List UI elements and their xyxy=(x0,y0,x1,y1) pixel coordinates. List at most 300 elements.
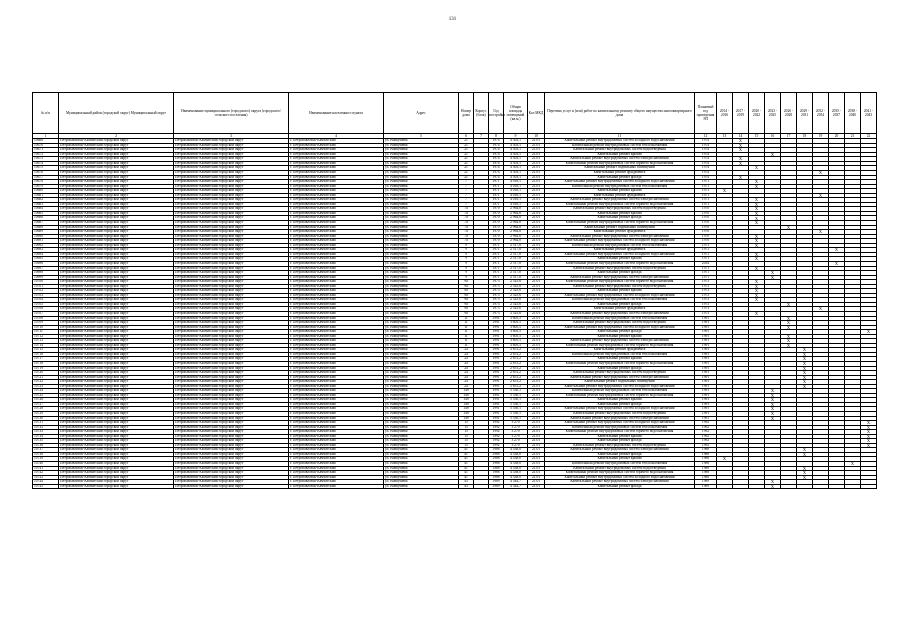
cell-plan: 1974 xyxy=(695,139,717,144)
cell-n: 10672 xyxy=(33,152,59,157)
cell-n: 10711 xyxy=(33,330,59,335)
cell-mkd: 21.01 xyxy=(528,207,545,212)
cell-mkd: 21.01 xyxy=(528,302,545,307)
cell-house: 24 xyxy=(459,352,474,357)
cell-district: Петропавловск-Камчатский городской округ xyxy=(59,275,174,280)
cell-locality: г. Петропавловск-Камчатский xyxy=(289,412,384,417)
cell-year: 1974 xyxy=(489,175,504,180)
cell-work: Капитальный ремонт внутридомовых систем холодного водоснабжения xyxy=(545,139,695,144)
cell-mkd: 21.01 xyxy=(528,375,545,380)
cell-year: 1971 xyxy=(489,275,504,280)
column-number: 12 xyxy=(695,134,717,139)
cell-locality: г. Петропавловск-Камчатский xyxy=(289,448,384,453)
cell-plan: 1991 xyxy=(695,416,717,421)
cell-municipality: Петропавловск-Камчатский городской округ xyxy=(174,139,289,144)
cell-period-9: X xyxy=(861,421,877,426)
cell-municipality: Петропавловск-Камчатский городской округ xyxy=(174,330,289,335)
cell-district: Петропавловск-Камчатский городской округ xyxy=(59,139,174,144)
cell-year: 1971 xyxy=(489,202,504,207)
cell-municipality: Петропавловск-Камчатский городской округ xyxy=(174,430,289,435)
cell-n: 10700 xyxy=(33,280,59,285)
cell-mkd: 21.01 xyxy=(528,366,545,371)
cell-year: 1991 xyxy=(489,384,504,389)
cell-mkd: 21.01 xyxy=(528,402,545,407)
cell-district: Петропавловск-Камчатский городской округ xyxy=(59,375,174,380)
cell-municipality: Петропавловск-Камчатский городской округ xyxy=(174,271,289,276)
cell-street: ул. Войцешека xyxy=(384,275,459,280)
cell-period-4: X xyxy=(781,339,797,344)
cell-year: 1971 xyxy=(489,193,504,198)
cell-n: 10707 xyxy=(33,311,59,316)
cell-plan: 1989 xyxy=(695,480,717,485)
cell-house: 7а xyxy=(459,207,474,212)
cell-area: 2 964,8 xyxy=(504,216,528,221)
cell-mkd: 21.01 xyxy=(528,211,545,216)
cell-municipality: Петропавловск-Камчатский городской округ xyxy=(174,257,289,262)
cell-street: ул. Войцешека xyxy=(384,375,459,380)
cell-area: 2 851,2 xyxy=(504,352,528,357)
cell-street: ул. Войцешека xyxy=(384,189,459,194)
cell-house: 7 xyxy=(459,189,474,194)
cell-street: ул. Войцешека xyxy=(384,361,459,366)
cell-municipality: Петропавловск-Камчатский городской округ xyxy=(174,448,289,453)
cell-district: Петропавловск-Камчатский городской округ xyxy=(59,361,174,366)
cell-area: 2 964,8 xyxy=(504,225,528,230)
cell-locality: г. Петропавловск-Камчатский xyxy=(289,284,384,289)
cell-work: Капитальный ремонт крыши xyxy=(545,357,695,362)
cell-year: 1989 xyxy=(489,480,504,485)
cell-area: 4 338,0 xyxy=(504,466,528,471)
cell-mkd: 21.01 xyxy=(528,171,545,176)
cell-area: 4 338,0 xyxy=(504,471,528,476)
cell-mkd: 21.01 xyxy=(528,480,545,485)
cell-area: 4 303,1 xyxy=(504,139,528,144)
cell-locality: г. Петропавловск-Камчатский xyxy=(289,221,384,226)
cell-work: Капитальный ремонт внутридомовых систем водоотведения xyxy=(545,148,695,153)
cell-district: Петропавловск-Камчатский городской округ xyxy=(59,293,174,298)
cell-n: 10720 xyxy=(33,371,59,376)
cell-district: Петропавловск-Камчатский городской округ xyxy=(59,211,174,216)
cell-house: 14б xyxy=(459,416,474,421)
cell-work: Капитальный ремонт внутридомовых систем холодного водоснабжения xyxy=(545,293,695,298)
cell-year: 1971 xyxy=(489,189,504,194)
cell-plan: 1992 xyxy=(695,434,717,439)
cell-house: 7 xyxy=(459,193,474,198)
cell-plan: 1973 xyxy=(695,311,717,316)
cell-street: ул. Войцешека xyxy=(384,225,459,230)
cell-locality: г. Петропавловск-Камчатский xyxy=(289,198,384,203)
cell-period-4: X xyxy=(781,325,797,330)
cell-house: 9 xyxy=(459,257,474,262)
cell-area: 2 851,2 xyxy=(504,348,528,353)
cell-area: 3 270 xyxy=(504,421,528,426)
cell-year: 1991 xyxy=(489,352,504,357)
cell-plan: 1988 xyxy=(695,457,717,462)
cell-plan: 1991 xyxy=(695,398,717,403)
cell-mkd: 21.01 xyxy=(528,339,545,344)
cell-locality: г. Петропавловск-Камчатский xyxy=(289,161,384,166)
cell-area: 2 964,8 xyxy=(504,221,528,226)
column-header: Наименование населенного пункта xyxy=(289,93,384,134)
cell-work: Капитальный ремонт внутридомовых систем теплоснабжения xyxy=(545,389,695,394)
column-number: 9 xyxy=(504,134,528,139)
cell-area: 5 530,1 xyxy=(504,412,528,417)
column-header: Плановый год проведения ЭП xyxy=(695,93,717,134)
cell-house: 9а xyxy=(459,280,474,285)
cell-work: Капитальный ремонт внутридомовых систем горячего водоснабжения xyxy=(545,430,695,435)
cell-house: 9а xyxy=(459,284,474,289)
cell-plan: 1991 xyxy=(695,366,717,371)
cell-house: 15 xyxy=(459,425,474,430)
cell-district: Петропавловск-Камчатский городской округ xyxy=(59,416,174,421)
cell-period-5 xyxy=(797,484,813,489)
cell-period-2: X xyxy=(749,211,765,216)
cell-municipality: Петропавловск-Камчатский городской округ xyxy=(174,148,289,153)
cell-work: Капитальный ремонт внутридомовых систем водоотведения xyxy=(545,207,695,212)
cell-house: 15 xyxy=(459,430,474,435)
cell-municipality: Петропавловск-Камчатский городской округ xyxy=(174,157,289,162)
cell-area: 2 851,2 xyxy=(504,375,528,380)
cell-locality: г. Петропавловск-Камчатский xyxy=(289,330,384,335)
cell-mkd: 21.01 xyxy=(528,389,545,394)
cell-street: ул. Войцешека xyxy=(384,284,459,289)
column-number: 7 xyxy=(474,134,489,139)
cell-work: Капитальный ремонт внутридомовых систем теплоснабжения xyxy=(545,184,695,189)
cell-work: Капитальный ремонт подвальных помещений xyxy=(545,380,695,385)
cell-municipality: Петропавловск-Камчатский городской округ xyxy=(174,316,289,321)
cell-n: 10731 xyxy=(33,421,59,426)
cell-area: 2 851,2 xyxy=(504,384,528,389)
cell-locality: г. Петропавловск-Камчатский xyxy=(289,439,384,444)
cell-street: ул. Войцешека xyxy=(384,348,459,353)
cell-year: 1973 xyxy=(489,302,504,307)
cell-plan: 1971 xyxy=(695,202,717,207)
cell-mkd: 21.01 xyxy=(528,421,545,426)
cell-municipality: Петропавловск-Камчатский городской округ xyxy=(174,289,289,294)
cell-locality: г. Петропавловск-Камчатский xyxy=(289,475,384,480)
cell-plan: 1974 xyxy=(695,175,717,180)
cell-street: ул. Войцешека xyxy=(384,180,459,185)
cell-district: Петропавловск-Камчатский городской округ xyxy=(59,425,174,430)
cell-period-5: X xyxy=(797,452,813,457)
cell-municipality: Петропавловск-Камчатский городской округ xyxy=(174,261,289,266)
cell-district: Петропавловск-Камчатский городской округ xyxy=(59,462,174,467)
cell-plan: 1971 xyxy=(695,266,717,271)
cell-work: Капитальный ремонт внутридомовых систем горячего водоснабжения xyxy=(545,343,695,348)
cell-area: 5 530,1 xyxy=(504,389,528,394)
cell-period-2: X xyxy=(749,166,765,171)
cell-locality: г. Петропавловск-Камчатский xyxy=(289,157,384,162)
capital-repair-table-container xyxy=(32,92,876,489)
cell-street: ул. Войцешека xyxy=(384,252,459,257)
cell-period-2: X xyxy=(749,198,765,203)
cell-year: 1971 xyxy=(489,261,504,266)
cell-area: 3 605,5 xyxy=(504,339,528,344)
cell-street: ул. Войцешека xyxy=(384,175,459,180)
cell-year: 1970 xyxy=(489,239,504,244)
cell-n: 10734 xyxy=(33,434,59,439)
cell-municipality: Петропавловск-Камчатский городской округ xyxy=(174,412,289,417)
table-body xyxy=(33,139,877,489)
cell-area: 2 525,6 xyxy=(504,298,528,303)
cell-period-5: X xyxy=(797,384,813,389)
cell-area: 4 344,7 xyxy=(504,484,528,489)
cell-locality: г. Петропавловск-Камчатский xyxy=(289,148,384,153)
cell-plan: 1971 xyxy=(695,193,717,198)
cell-n: 10703 xyxy=(33,293,59,298)
cell-period-3: X xyxy=(765,398,781,403)
cell-municipality: Петропавловск-Камчатский городской округ xyxy=(174,248,289,253)
cell-mkd: 21.01 xyxy=(528,412,545,417)
cell-locality: г. Петропавловск-Камчатский xyxy=(289,207,384,212)
cell-year: 1992 xyxy=(489,443,504,448)
column-header: № п/п xyxy=(33,93,59,134)
cell-house: 7а xyxy=(459,239,474,244)
cell-n: 10706 xyxy=(33,307,59,312)
column-header: Кол МКД xyxy=(528,93,545,134)
cell-district: Петропавловск-Камчатский городской округ xyxy=(59,348,174,353)
cell-house: 24 xyxy=(459,371,474,376)
cell-district: Петропавловск-Камчатский городской округ xyxy=(59,216,174,221)
cell-locality: г. Петропавловск-Камчатский xyxy=(289,302,384,307)
cell-house: 7 xyxy=(459,202,474,207)
cell-locality: г. Петропавловск-Камчатский xyxy=(289,216,384,221)
cell-area: 2 525,6 xyxy=(504,302,528,307)
cell-mkd: 21.01 xyxy=(528,139,545,144)
cell-n: 10693 xyxy=(33,248,59,253)
cell-street: ул. Войцешека xyxy=(384,139,459,144)
cell-street: ул. Войцешека xyxy=(384,457,459,462)
cell-n: 10680 xyxy=(33,189,59,194)
cell-area: 2 851,2 xyxy=(504,380,528,385)
cell-work: Капитальный ремонт внутридомовых систем электроснабжения xyxy=(545,234,695,239)
cell-period-5: X xyxy=(797,475,813,480)
cell-n: 10719 xyxy=(33,366,59,371)
cell-mkd: 21.01 xyxy=(528,439,545,444)
cell-work: Капитальный ремонт внутридомовых систем водоотведения xyxy=(545,266,695,271)
cell-period-2: X xyxy=(749,284,765,289)
column-header: 2041 - 2043 xyxy=(861,93,877,134)
cell-house: 9а xyxy=(459,302,474,307)
cell-plan: 1991 xyxy=(695,402,717,407)
cell-locality: г. Петропавловск-Камчатский xyxy=(289,139,384,144)
cell-period-2: X xyxy=(749,311,765,316)
cell-n: 10723 xyxy=(33,384,59,389)
cell-mkd: 21.01 xyxy=(528,380,545,385)
cell-area: 3 270 xyxy=(504,430,528,435)
cell-n: 10701 xyxy=(33,284,59,289)
cell-locality: г. Петропавловск-Камчатский xyxy=(289,380,384,385)
cell-street: ул. Войцешека xyxy=(384,171,459,176)
cell-street: ул. Войцешека xyxy=(384,393,459,398)
cell-year: 1974 xyxy=(489,171,504,176)
cell-period-3: X xyxy=(765,402,781,407)
cell-district: Петропавловск-Камчатский городской округ xyxy=(59,230,174,235)
cell-work: Капитальный ремонт крыши xyxy=(545,257,695,262)
cell-period-3: X xyxy=(765,393,781,398)
cell-mkd: 21.01 xyxy=(528,261,545,266)
cell-municipality: Петропавловск-Камчатский городской округ xyxy=(174,398,289,403)
cell-plan: 1974 xyxy=(695,148,717,153)
cell-period-8 xyxy=(845,484,861,489)
cell-area: 3 605,5 xyxy=(504,330,528,335)
cell-locality: г. Петропавловск-Камчатский xyxy=(289,271,384,276)
cell-plan: 1973 xyxy=(695,289,717,294)
cell-plan: 1991 xyxy=(695,339,717,344)
cell-house: 7а xyxy=(459,234,474,239)
column-header: 2038 - 2040 xyxy=(845,93,861,134)
cell-municipality: Петропавловск-Камчатский городской округ xyxy=(174,202,289,207)
cell-street: ул. Войцешека xyxy=(384,234,459,239)
cell-mkd: 21.01 xyxy=(528,434,545,439)
cell-mkd: 21.01 xyxy=(528,193,545,198)
cell-work: Капитальный ремонт внутридомовых систем электроснабжения xyxy=(545,198,695,203)
cell-municipality: Петропавловск-Камчатский городской округ xyxy=(174,161,289,166)
cell-district: Петропавловск-Камчатский городской округ xyxy=(59,289,174,294)
cell-work: Капитальный ремонт внутридомовых систем водоотведения xyxy=(545,412,695,417)
column-number: 18 xyxy=(797,134,813,139)
cell-house: 24 xyxy=(459,361,474,366)
cell-district: Петропавловск-Камчатский городской округ xyxy=(59,207,174,212)
cell-period-2: X xyxy=(749,202,765,207)
cell-n: 10674 xyxy=(33,161,59,166)
cell-period-3: X xyxy=(765,275,781,280)
cell-district: Петропавловск-Камчатский городской округ xyxy=(59,239,174,244)
cell-n: 10694 xyxy=(33,252,59,257)
cell-locality: г. Петропавловск-Камчатский xyxy=(289,261,384,266)
cell-work: Капитальный ремонт внутридомовых систем горячего водоснабжения xyxy=(545,280,695,285)
cell-locality: г. Петропавловск-Камчатский xyxy=(289,430,384,435)
cell-municipality: Петропавловск-Камчатский городской округ xyxy=(174,425,289,430)
cell-mkd: 21.01 xyxy=(528,425,545,430)
cell-house: 9а xyxy=(459,311,474,316)
cell-municipality: Петропавловск-Камчатский городской округ xyxy=(174,371,289,376)
cell-municipality: Петропавловск-Камчатский городской округ xyxy=(174,357,289,362)
cell-house: 15 xyxy=(459,434,474,439)
cell-locality: г. Петропавловск-Камчатский xyxy=(289,443,384,448)
cell-street: ул. Войцешека xyxy=(384,207,459,212)
cell-plan: 1988 xyxy=(695,475,717,480)
cell-period-9: X xyxy=(861,434,877,439)
cell-period-4 xyxy=(781,484,797,489)
cell-district: Петропавловск-Камчатский городской округ xyxy=(59,166,174,171)
cell-locality: г. Петропавловск-Камчатский xyxy=(289,425,384,430)
cell-mkd: 21.01 xyxy=(528,348,545,353)
cell-year: 1974 xyxy=(489,143,504,148)
cell-locality: г. Петропавловск-Камчатский xyxy=(289,311,384,316)
cell-area: 3 605,5 xyxy=(504,334,528,339)
cell-locality: г. Петропавловск-Камчатский xyxy=(289,252,384,257)
cell-house: 9 xyxy=(459,261,474,266)
cell-locality: г. Петропавловск-Камчатский xyxy=(289,293,384,298)
cell-street: ул. Войцешека xyxy=(384,289,459,294)
cell-n: 10716 xyxy=(33,352,59,357)
cell-period-1 xyxy=(733,484,749,489)
cell-period-5: X xyxy=(797,366,813,371)
cell-municipality: Петропавловск-Камчатский городской округ xyxy=(174,284,289,289)
cell-municipality: Петропавловск-Камчатский городской округ xyxy=(174,457,289,462)
cell-district: Петропавловск-Камчатский городской округ xyxy=(59,180,174,185)
cell-locality: г. Петропавловск-Камчатский xyxy=(289,462,384,467)
cell-period-6: X xyxy=(813,307,829,312)
cell-period-7: X xyxy=(829,248,845,253)
cell-municipality: Петропавловск-Камчатский городской округ xyxy=(174,243,289,248)
cell-area: 2 517,8 xyxy=(504,271,528,276)
cell-street: ул. Войцешека xyxy=(384,389,459,394)
cell-work: Капитальный ремонт крыши xyxy=(545,334,695,339)
cell-plan: 1991 xyxy=(695,334,717,339)
cell-locality: г. Петропавловск-Камчатский xyxy=(289,352,384,357)
cell-area: 3 270 xyxy=(504,425,528,430)
cell-area: 4 016,1 xyxy=(504,180,528,185)
cell-work: Капитальный ремонт внутридомовых систем холодного водоснабжения xyxy=(545,421,695,426)
column-header: 2020 - 2022 xyxy=(749,93,765,134)
cell-street: ул. Войцешека xyxy=(384,216,459,221)
cell-locality: г. Петропавловск-Камчатский xyxy=(289,321,384,326)
cell-street: ул. Войцешека xyxy=(384,230,459,235)
cell-house: 7а xyxy=(459,221,474,226)
cell-n: 10697 xyxy=(33,266,59,271)
column-header: 2029 - 2031 xyxy=(797,93,813,134)
cell-district: Петропавловск-Камчатский городской округ xyxy=(59,157,174,162)
cell-area: 4 338,0 xyxy=(504,452,528,457)
cell-mkd: 21.01 xyxy=(528,307,545,312)
cell-street: ул. Войцешека xyxy=(384,202,459,207)
cell-district: Петропавловск-Камчатский городской округ xyxy=(59,484,174,489)
cell-municipality: Петропавловск-Камчатский городской округ xyxy=(174,311,289,316)
cell-street: ул. Войцешека xyxy=(384,480,459,485)
cell-year: 1988 xyxy=(489,462,504,467)
cell-period-6: X xyxy=(813,171,829,176)
cell-n: 10699 xyxy=(33,275,59,280)
cell-street: ул. Войцешека xyxy=(384,257,459,262)
cell-n: 10690 xyxy=(33,234,59,239)
column-header: Корпус (блок) xyxy=(474,93,489,134)
cell-district: Петропавловск-Камчатский городской округ xyxy=(59,243,174,248)
cell-municipality: Петропавловск-Камчатский городской округ xyxy=(174,416,289,421)
cell-work: Капитальный ремонт внутридомовых систем теплоснабжения xyxy=(545,298,695,303)
cell-area: 4 303,1 xyxy=(504,175,528,180)
cell-municipality: Петропавловск-Камчатский городской округ xyxy=(174,421,289,426)
cell-municipality: Петропавловск-Камчатский городской округ xyxy=(174,339,289,344)
cell-municipality: Петропавловск-Камчатский городской округ xyxy=(174,402,289,407)
cell-mkd: 21.01 xyxy=(528,239,545,244)
cell-municipality: Петропавловск-Камчатский городской округ xyxy=(174,293,289,298)
cell-house: 41 xyxy=(459,452,474,457)
cell-work: Капитальный ремонт внутридомовых систем горячего водоснабжения xyxy=(545,361,695,366)
cell-locality: г. Петропавловск-Камчатский xyxy=(289,280,384,285)
cell-mkd: 21.01 xyxy=(528,216,545,221)
cell-period-9: X xyxy=(861,443,877,448)
cell-plan: 1988 xyxy=(695,471,717,476)
cell-area: 2 525,6 xyxy=(504,311,528,316)
cell-plan: 1991 xyxy=(695,384,717,389)
cell-n: 10681 xyxy=(33,193,59,198)
cell-street: ул. Войцешека xyxy=(384,448,459,453)
cell-municipality: Петропавловск-Камчатский городской округ xyxy=(174,266,289,271)
cell-district: Петропавловск-Камчатский городской округ xyxy=(59,152,174,157)
cell-street: ул. Войцешека xyxy=(384,221,459,226)
cell-district: Петропавловск-Камчатский городской округ xyxy=(59,407,174,412)
cell-plan: 1991 xyxy=(695,348,717,353)
cell-house: 21 xyxy=(459,157,474,162)
page-number: 131 xyxy=(448,17,457,22)
cell-plan: 1988 xyxy=(695,462,717,467)
cell-year: 1988 xyxy=(489,471,504,476)
cell-period-0 xyxy=(717,484,733,489)
cell-plan: 1970 xyxy=(695,216,717,221)
cell-plan: 1971 xyxy=(695,275,717,280)
